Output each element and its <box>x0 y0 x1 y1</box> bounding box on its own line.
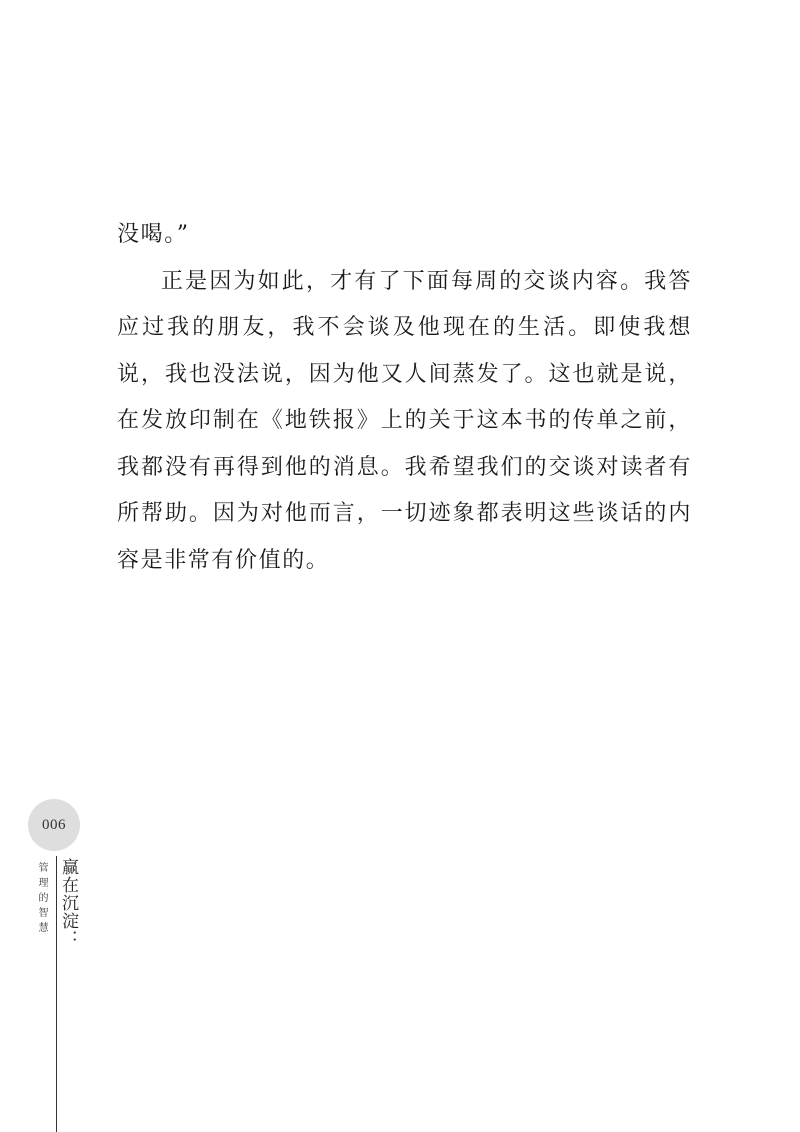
page-number: 006 <box>42 816 66 833</box>
paragraph-continuation: 没喝。” <box>117 222 190 247</box>
paragraph: 正是因为如此，才有了下面每周的交谈内容。我答应过我的朋友，我不会谈及他现在的生活。即使我想说，我也没法说，因为他又人间蒸发了。这也就是说，在发放印制在《地铁报》上的关于这本书的传单之前，我都没有再得到他的消息。我希望我们的交谈对读者有所帮助。因为对他而言，一切迹象都表明这些谈话的内容是非常有价值的。 <box>117 268 692 573</box>
main-text <box>117 212 692 584</box>
running-title: 赢在沉淀： <box>58 858 78 948</box>
page-number-badge <box>28 799 80 851</box>
running-subtitle: 管理的智慧 <box>36 862 47 937</box>
